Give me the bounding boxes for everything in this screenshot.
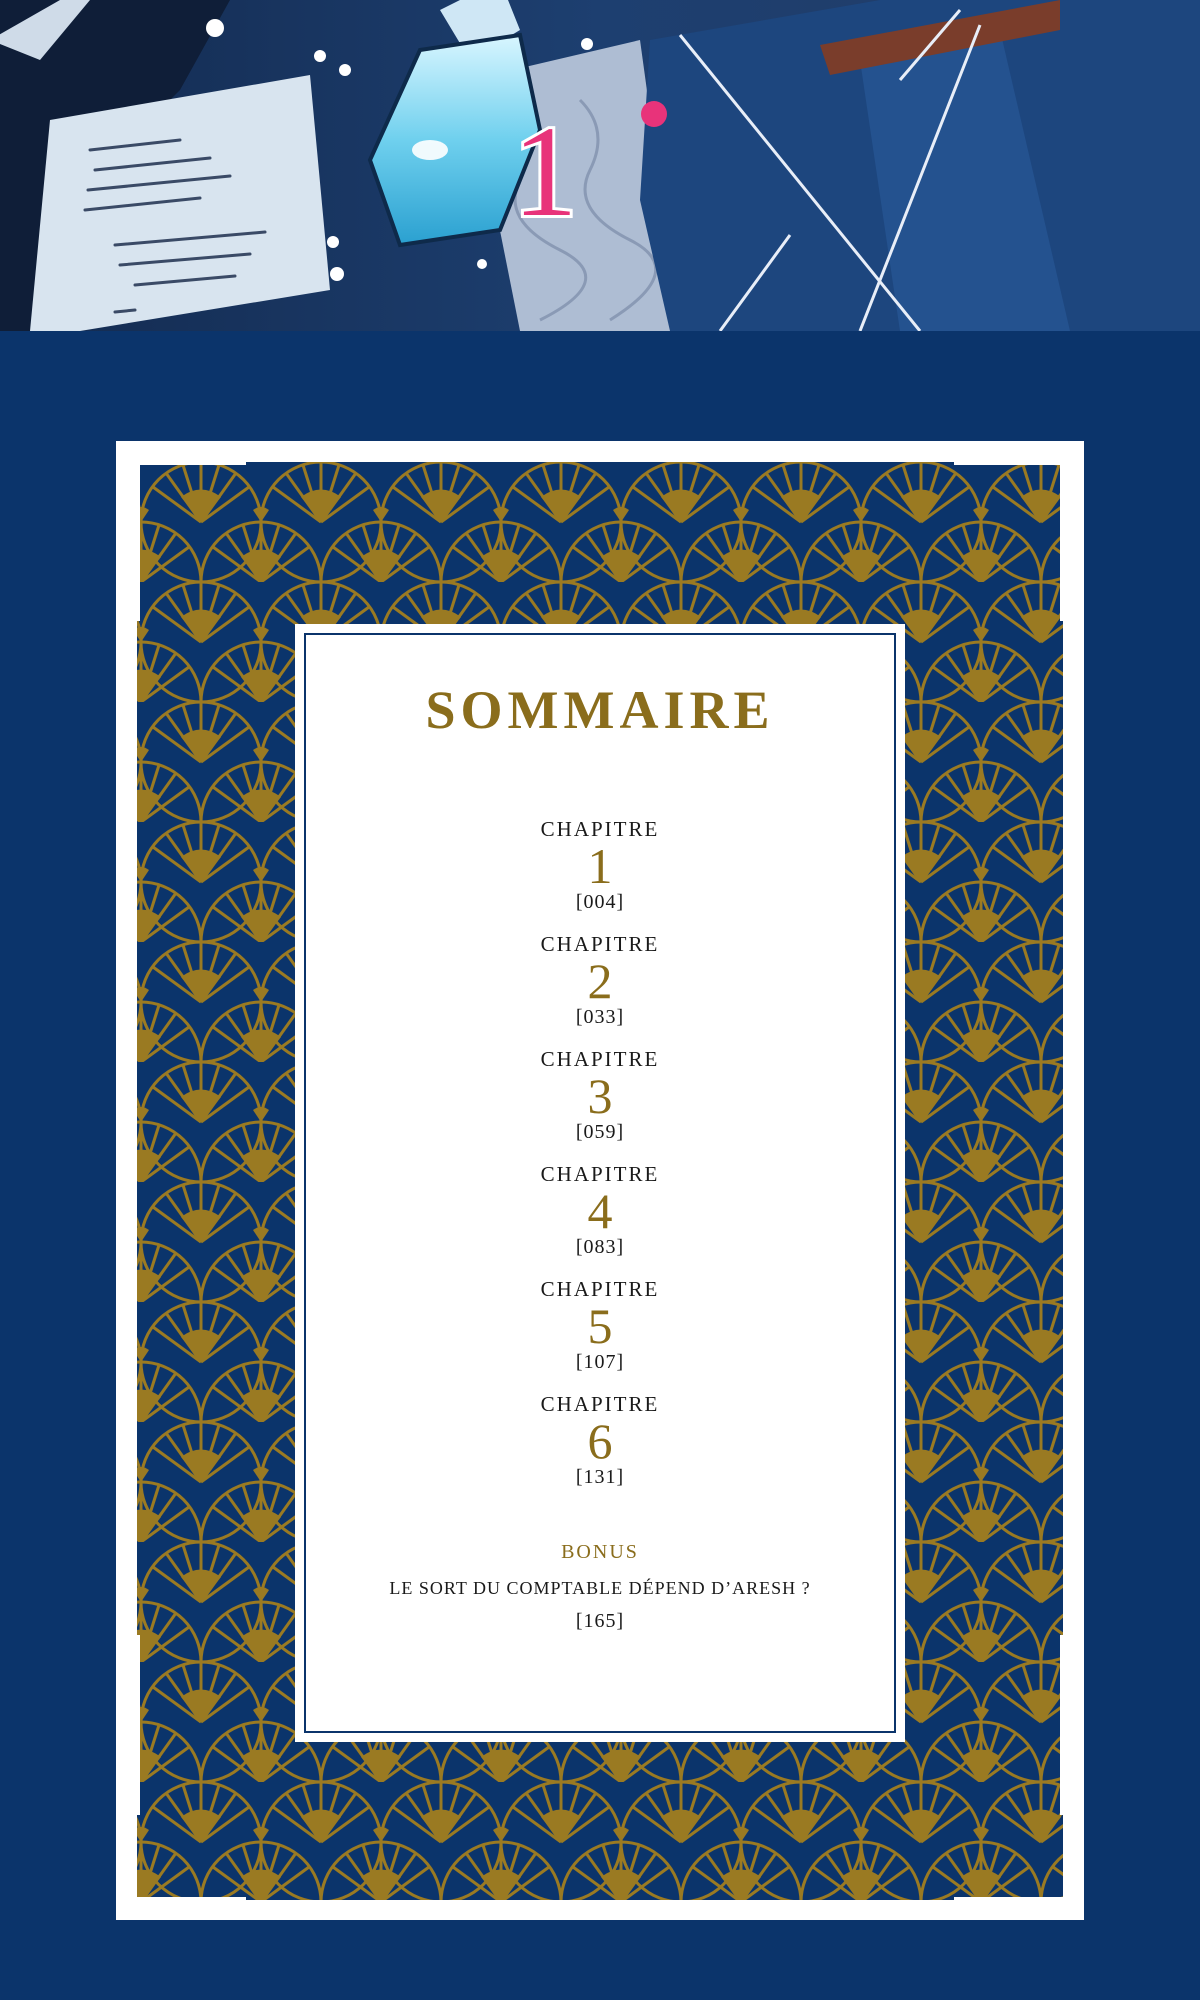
chapter-number: 3: [587, 1068, 613, 1124]
chapter-number: 6: [587, 1413, 613, 1469]
chapter-number: 5: [587, 1298, 613, 1354]
bonus-page: [165]: [575, 1610, 625, 1632]
corner-line-bottom-right: [954, 1897, 1084, 1900]
table-of-contents-panel: [295, 624, 905, 1742]
chapter-number: 1: [587, 838, 613, 894]
chapter-number: 4: [587, 1183, 613, 1239]
cover-illustration: [0, 0, 1200, 331]
chapter-page: [083]: [575, 1236, 625, 1258]
corner-line-left-top: [137, 441, 140, 621]
chapter-entry-1[interactable]: [295, 816, 905, 931]
bonus-entry[interactable]: [295, 1534, 905, 1636]
chapter-number: 2: [587, 953, 613, 1009]
bonus-label: BONUS: [561, 1541, 639, 1563]
chapter-entry-5[interactable]: [295, 1276, 905, 1391]
chapter-page: [059]: [575, 1121, 625, 1143]
corner-line-bottom-left: [116, 1897, 246, 1900]
chapter-label: CHAPITRE: [540, 1277, 660, 1301]
page-title: SOMMAIRE: [425, 680, 775, 740]
chapter-page: [033]: [575, 1006, 625, 1028]
chapter-entry-6[interactable]: [295, 1391, 905, 1506]
chapter-entry-2[interactable]: [295, 931, 905, 1046]
pink-dot: [641, 101, 667, 127]
chapter-label: CHAPITRE: [540, 1392, 660, 1416]
chapter-entry-3[interactable]: [295, 1046, 905, 1161]
corner-line-top-right: [954, 462, 1084, 465]
chapter-label: CHAPITRE: [540, 1162, 660, 1186]
volume-number: 1: [512, 100, 578, 244]
chapter-list: [295, 816, 905, 1506]
corner-line-top-left: [116, 462, 246, 465]
corner-line-left-bottom: [137, 1635, 140, 1815]
chapter-entry-4[interactable]: [295, 1161, 905, 1276]
chapter-label: CHAPITRE: [540, 1047, 660, 1071]
corner-line-right-bottom: [1060, 1635, 1063, 1815]
chapter-label: CHAPITRE: [540, 932, 660, 956]
chapter-page: [107]: [575, 1351, 625, 1373]
chapter-page: [131]: [575, 1466, 625, 1488]
bonus-title: LE SORT DU COMPTABLE DÉPEND D’ARESH ?: [389, 1578, 811, 1598]
chapter-page: [004]: [575, 891, 625, 913]
corner-line-right-top: [1060, 441, 1063, 621]
chapter-label: CHAPITRE: [540, 817, 660, 841]
